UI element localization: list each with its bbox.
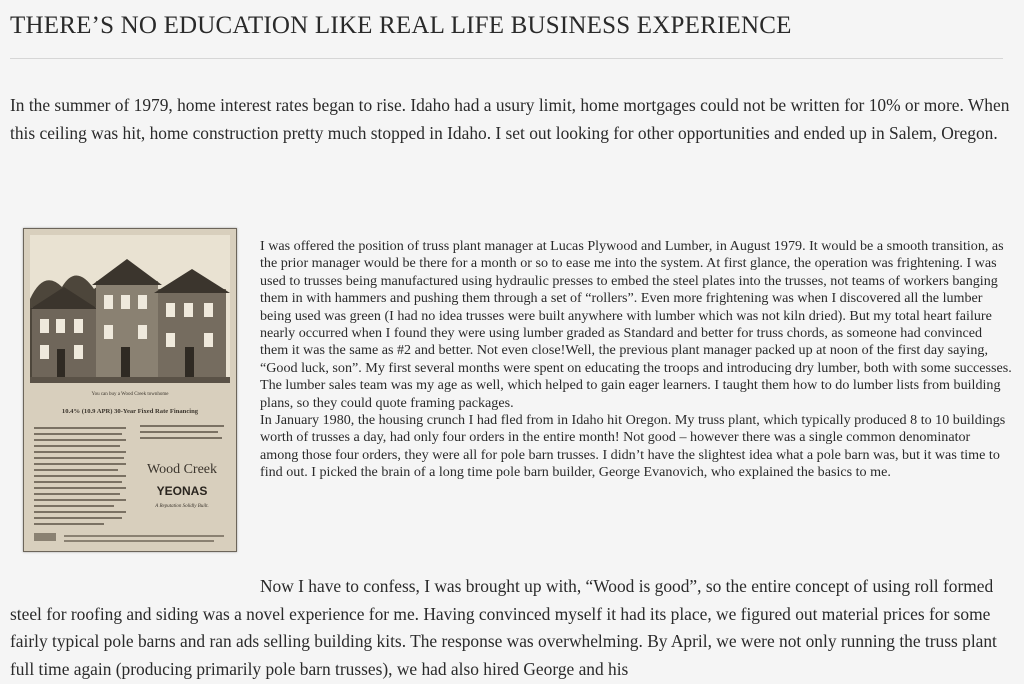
intro-paragraph: In the summer of 1979, home interest rates began to rise. Idaho had a usury limit, home mortgages could not be written for 10% or more. When this ceiling was hit, home construction pretty much stopped in Idaho. I set out looking for other opportunities and ended up in Salem, Oregon. bbox=[10, 95, 1010, 143]
closing-paragraph bbox=[10, 573, 1010, 683]
main-body-text bbox=[260, 238, 1012, 482]
clipping-fine-print bbox=[34, 533, 224, 542]
clipping-caption-top: You can buy a Wood Creek townhome bbox=[91, 392, 169, 397]
article-title: THERE’S NO EDUCATION LIKE REAL LIFE BUSINESS EXPERIENCE bbox=[10, 12, 792, 39]
newspaper-clipping-image bbox=[23, 228, 237, 552]
body-paragraph-2: In January 1980, the housing crunch I had fled from in Idaho hit Oregon. My truss plant, which typically produced 8 to 10 buildings worth of trusses a day, had only four orders in the entire month! Not good – however there was a single common denominator among those four orders, they were all for pole barn trusses. I didn’t have the slightest idea what a pole barn was, but it was time to find out. I picked the brain of a long time pole barn builder, George Evanovich, who explained the basics to me. bbox=[260, 412, 1006, 481]
closing-text: Now I have to confess, I was brought up with, “Wood is good”, so the entire concept of using roll formed steel for roofing and siding was a novel experience for me. Having convinced myself it had its place, we figured out material prices for some fairly typical pole barns and ran ads selling building kits. The response was overwhelming. By April, we were not only running the truss plant full time again (producing primarily pole barn trusses), we had also hired George and his bbox=[10, 576, 997, 679]
title-divider bbox=[10, 58, 1003, 59]
clipping-headline: 10.4% (10.9 APR) 30-Year Fixed Rate Financing bbox=[61, 408, 199, 415]
clipping-tagline: A Reputation Solidly Built. bbox=[155, 504, 209, 509]
clipping-company: YEONAS bbox=[156, 484, 208, 498]
clipping-lawn bbox=[30, 377, 230, 383]
body-paragraph-1: I was offered the position of truss plant manager at Lucas Plywood and Lumber, in August 1979. It would be a smooth transition, as the prior manager would be there for a month or so to ease me into the system. At first glance, the operation was frightening. I was used to trusses being manufactured using hydraulic presses to embed the steel plates into the trusses, not teams of workers banging them in with hammers and pushing them through a set of “rollers”. Even more frightening was when I discovered all the lumber being used was green (I had no idea trusses were built anywhere with lumber which was not kiln dried). But my total heart failure nearly occurred when I found they were using lumber graded as Standard and better for truss chords, as someone had convinced them it was the same as #2 and better. Not even close!Well, the previous plant manager packed up at noon of the first day saying, “Good luck, son”. My first several months were spent on educating the troops and introducing dry lumber, both with some successes. The lumber sales team was my age as well, which helped to gain eager learners. I taught them how to do lumber lists from building plans, so they could quote framing packages. bbox=[260, 238, 1012, 411]
newspaper-clipping-illustration bbox=[24, 229, 236, 551]
clipping-brand: Wood Creek bbox=[146, 462, 218, 477]
